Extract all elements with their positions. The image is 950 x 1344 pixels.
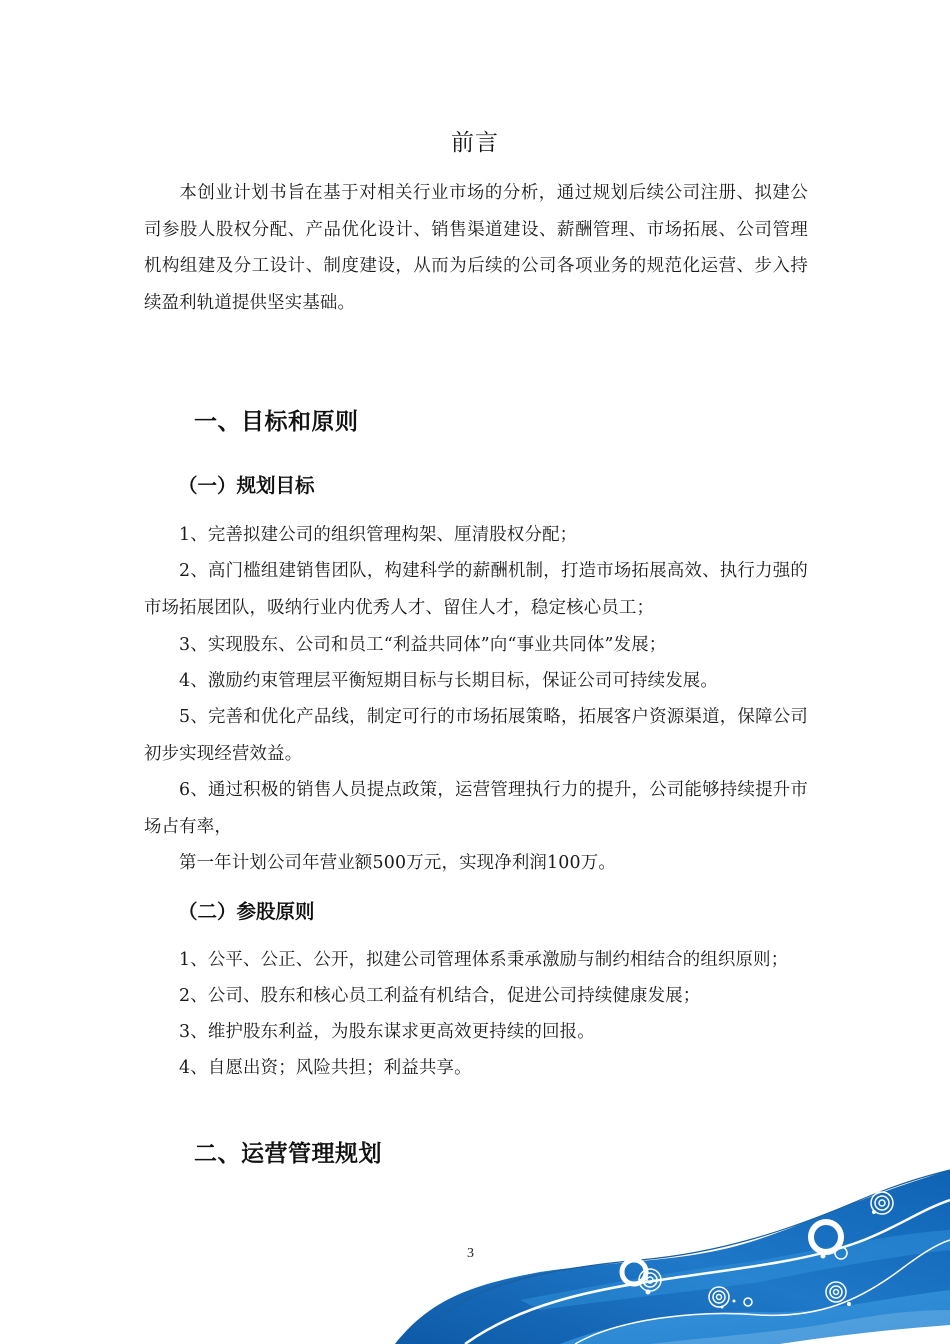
goal-item-1: 1、完善拟建公司的组织管理构架、厘清股权分配； xyxy=(179,525,578,545)
principle-item-4: 4、自愿出资；风险共担；利益共享。 xyxy=(179,1058,472,1078)
principle-item-1: 1、公平、公正、公开，拟建公司管理体系秉承激励与制约相结合的组织原则； xyxy=(179,950,789,970)
principle-item-3: 3、维护股东利益，为股东谋求更高效更持续的回报。 xyxy=(179,1022,595,1042)
section-heading-operations-planning: 二、运营管理规划 xyxy=(194,1141,382,1167)
preface-text: 本创业计划书旨在基于对相关行业市场的分析，通过规划后续公司注册、拟建公司参股人股权分配、产品优化设计、销售渠道建设、薪酬管理、市场拓展、公司管理机构组建及分工设计、制度建设，从而为后续的公司各项业务的规范化运营、步入持续盈利轨道提供坚实基础。 xyxy=(144,183,808,313)
goal-item-2: 2、高门槛组建销售团队，构建科学的薪酬机制，打造市场拓展高效、执行力强的市场拓展团队，吸纳行业内优秀人才、留住人才，稳定核心员工； xyxy=(144,561,808,618)
goal-revenue-target: 第一年计划公司年营业额500万元，实现净利润100万。 xyxy=(179,853,616,873)
goal-item-6: 6、通过积极的销售人员提点政策，运营管理执行力的提升，公司能够持续提升市场占有率， xyxy=(144,780,808,837)
subsection-heading-shareholding-principles: （二）参股原则 xyxy=(178,900,315,923)
subsection-heading-planning-goals: （一）规划目标 xyxy=(178,474,315,497)
page-number: 3 xyxy=(467,1246,474,1261)
page-title: 前言 xyxy=(451,130,499,156)
principle-item-2: 2、公司、股东和核心员工利益有机结合，促进公司持续健康发展； xyxy=(179,986,701,1006)
section-heading-goals-principles: 一、目标和原则 xyxy=(194,409,359,435)
goal-item-3: 3、实现股东、公司和员工“利益共同体”向“事业共同体”发展； xyxy=(179,635,667,655)
goal-item-4: 4、激励约束管理层平衡短期目标与长期目标，保证公司可持续发展。 xyxy=(179,671,718,691)
goal-item-5: 5、完善和优化产品线，制定可行的市场拓展策略，拓展客户资源渠道，保障公司初步实现经营效益。 xyxy=(144,707,808,764)
